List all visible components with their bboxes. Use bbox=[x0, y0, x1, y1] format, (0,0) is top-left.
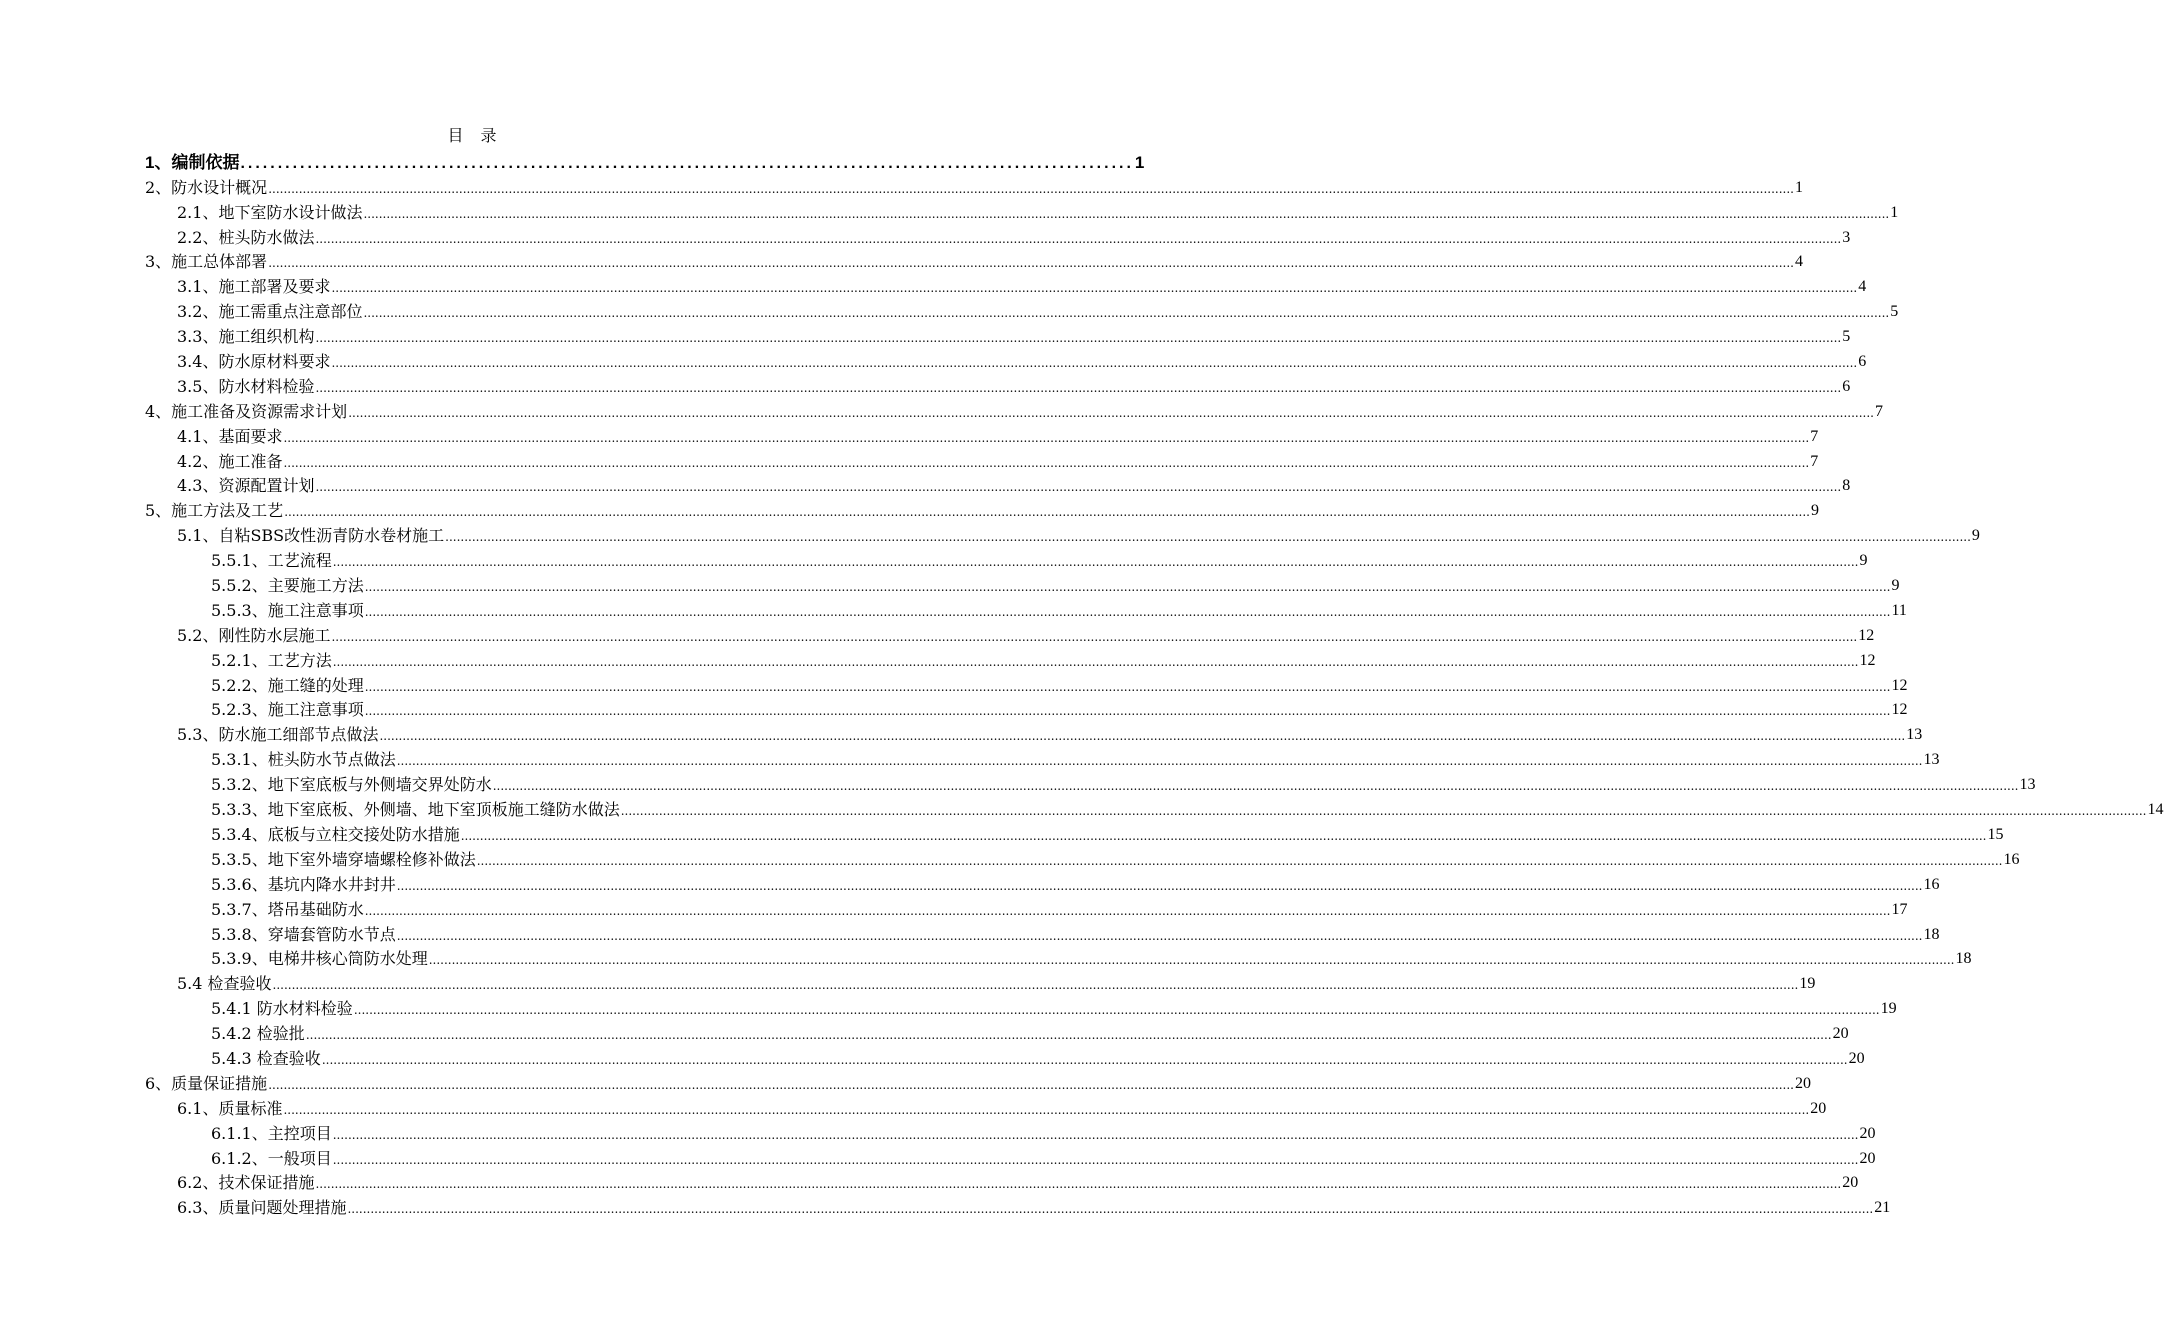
toc-page-number: 14 bbox=[2147, 801, 2164, 819]
toc-entry[interactable] bbox=[145, 671, 1908, 696]
toc-entry-title: 1、编制依据 bbox=[145, 152, 240, 172]
toc-entry[interactable] bbox=[145, 745, 1940, 770]
toc-entry-title: 5.3、防水施工细部节点做法 bbox=[177, 725, 379, 745]
toc-entry[interactable] bbox=[145, 870, 1940, 895]
toc-entry[interactable] bbox=[145, 795, 2164, 820]
toc-page-number: 13 bbox=[1923, 751, 1940, 769]
toc-entry[interactable] bbox=[145, 347, 1867, 372]
toc-entry-title: 2、防水设计概况 bbox=[145, 177, 268, 197]
toc-entry[interactable] bbox=[145, 770, 2036, 795]
toc-page-number: 17 bbox=[1891, 900, 1908, 918]
toc-dot-leader: ................................................................................................................................................................................................................................................................................................................................................................................................................ bbox=[364, 704, 1891, 719]
table-of-contents bbox=[145, 148, 2164, 1218]
toc-entry[interactable] bbox=[145, 621, 1875, 646]
toc-page-number: 8 bbox=[1842, 477, 1851, 495]
toc-entry-title: 5.3.1、桩头防水节点做法 bbox=[211, 750, 396, 770]
toc-entry-title: 5.3.3、地下室底板、外侧墙、地下室顶板施工缝防水做法 bbox=[211, 800, 620, 820]
toc-entry[interactable] bbox=[145, 148, 1145, 173]
toc-dot-leader: ................................................................................................................................................................................................................................................................................................................................................................................................................ bbox=[364, 903, 1891, 918]
toc-entry-title: 3.2、施工需重点注意部位 bbox=[177, 302, 363, 322]
toc-page-number: 5 bbox=[1890, 303, 1899, 321]
toc-entry-title: 4.3、资源配置计划 bbox=[177, 476, 315, 496]
toc-dot-leader: ................................................................................................................................................................................................................................................................................................................................................................................................................ bbox=[353, 1003, 1880, 1018]
toc-entry[interactable] bbox=[145, 322, 1851, 347]
toc-entry-title: 5.3.4、底板与立柱交接处防水措施 bbox=[211, 824, 460, 844]
toc-entry[interactable] bbox=[145, 521, 1980, 546]
toc-entry-title: 3.1、施工部署及要求 bbox=[177, 277, 331, 297]
toc-dot-leader: ................................................................................................................................................................................................................................................................................................................................................................................................................ bbox=[332, 654, 1859, 669]
toc-page-number: 7 bbox=[1874, 402, 1883, 420]
toc-page-number: 9 bbox=[1891, 577, 1900, 595]
toc-page-number: 18 bbox=[1923, 925, 1940, 943]
toc-entry[interactable] bbox=[145, 1144, 1876, 1169]
toc-dot-leader: ................................................................................................................................................................................................................................................................................................................................................................................................................ bbox=[620, 804, 2147, 819]
toc-page-number: 1 bbox=[1794, 178, 1803, 196]
toc-page-number: 4 bbox=[1794, 253, 1803, 271]
toc-page-number: 3 bbox=[1842, 228, 1851, 246]
toc-page-number: 19 bbox=[1799, 975, 1816, 993]
toc-dot-leader: ................................................................................................................................................................................................................................................................................................................................................................................................................ bbox=[283, 455, 1810, 470]
toc-entry-title: 5.4 检查验收 bbox=[177, 974, 272, 994]
toc-entry[interactable] bbox=[145, 272, 1867, 297]
toc-dot-leader: ........................................................................................................................ bbox=[240, 154, 1134, 172]
toc-entry-title: 5.3.5、地下室外墙穿墙螺栓修补做法 bbox=[211, 849, 476, 869]
toc-page-number: 15 bbox=[1987, 825, 2004, 843]
toc-entry-title: 5.2、刚性防水层施工 bbox=[177, 625, 331, 645]
toc-entry-title: 5.4.2 检验批 bbox=[211, 1024, 305, 1044]
toc-entry[interactable] bbox=[145, 845, 2020, 870]
toc-page-number: 19 bbox=[1880, 1000, 1897, 1018]
toc-page-number: 11 bbox=[1891, 601, 1907, 619]
toc-title: 目 录 bbox=[447, 126, 503, 145]
toc-page-number: 20 bbox=[1859, 1124, 1876, 1142]
toc-entry[interactable] bbox=[145, 820, 2004, 845]
toc-page-number: 20 bbox=[1832, 1025, 1849, 1043]
toc-page-number: 4 bbox=[1858, 278, 1867, 296]
toc-page-number: 7 bbox=[1810, 427, 1819, 445]
toc-dot-leader: ................................................................................................................................................................................................................................................................................................................................................................................................................ bbox=[476, 853, 2003, 868]
toc-entry[interactable] bbox=[145, 1119, 1876, 1144]
toc-dot-leader: ................................................................................................................................................................................................................................................................................................................................................................................................................ bbox=[428, 953, 1955, 968]
toc-entry-title: 3、施工总体部署 bbox=[145, 252, 268, 272]
toc-page-number: 12 bbox=[1858, 626, 1875, 644]
toc-page-number: 20 bbox=[1859, 1149, 1876, 1167]
toc-page-number: 12 bbox=[1891, 676, 1908, 694]
toc-entry-title: 5、施工方法及工艺 bbox=[145, 501, 284, 521]
toc-entry[interactable] bbox=[145, 1094, 1827, 1119]
toc-entry[interactable] bbox=[145, 571, 1900, 596]
toc-dot-leader: ................................................................................................................................................................................................................................................................................................................................................................................................................ bbox=[347, 1202, 1874, 1217]
toc-dot-leader: ................................................................................................................................................................................................................................................................................................................................................................................................................ bbox=[315, 480, 1842, 495]
toc-entry[interactable] bbox=[145, 397, 1883, 422]
toc-entry-title: 5.5.3、施工注意事项 bbox=[211, 600, 364, 620]
toc-dot-leader: ................................................................................................................................................................................................................................................................................................................................................................................................................ bbox=[315, 331, 1842, 346]
toc-entry-title: 3.5、防水材料检验 bbox=[177, 376, 315, 396]
toc-dot-leader: ................................................................................................................................................................................................................................................................................................................................................................................................................ bbox=[315, 1177, 1842, 1192]
toc-page-number: 9 bbox=[1859, 552, 1868, 570]
toc-page-number: 21 bbox=[1874, 1199, 1891, 1217]
toc-entry-title: 5.3.6、基坑内降水井封井 bbox=[211, 874, 396, 894]
toc-dot-leader: ................................................................................................................................................................................................................................................................................................................................................................................................................ bbox=[268, 181, 1794, 196]
toc-entry[interactable] bbox=[145, 173, 1803, 198]
toc-dot-leader: ................................................................................................................................................................................................................................................................................................................................................................................................................ bbox=[331, 281, 1858, 296]
toc-dot-leader: ................................................................................................................................................................................................................................................................................................................................................................................................................ bbox=[364, 604, 1891, 619]
toc-entry[interactable] bbox=[145, 720, 1923, 745]
toc-dot-leader: ................................................................................................................................................................................................................................................................................................................................................................................................................ bbox=[331, 356, 1858, 371]
toc-page-number: 12 bbox=[1859, 651, 1876, 669]
toc-dot-leader: ................................................................................................................................................................................................................................................................................................................................................................................................................ bbox=[315, 380, 1842, 395]
toc-entry[interactable] bbox=[145, 994, 1897, 1019]
toc-dot-leader: ................................................................................................................................................................................................................................................................................................................................................................................................................ bbox=[283, 1102, 1810, 1117]
toc-entry-title: 4.2、施工准备 bbox=[177, 451, 283, 471]
toc-entry[interactable] bbox=[145, 447, 1819, 472]
toc-page-number: 16 bbox=[1923, 875, 1940, 893]
toc-dot-leader: ................................................................................................................................................................................................................................................................................................................................................................................................................ bbox=[460, 828, 1987, 843]
toc-page-number: 7 bbox=[1810, 452, 1819, 470]
toc-entry[interactable] bbox=[145, 297, 1899, 322]
toc-entry-title: 5.5.1、工艺流程 bbox=[211, 551, 332, 571]
toc-entry[interactable] bbox=[145, 596, 1907, 621]
toc-page-number: 9 bbox=[1810, 502, 1819, 520]
toc-entry-title: 5.3.8、穿墙套管防水节点 bbox=[211, 924, 396, 944]
toc-entry[interactable] bbox=[145, 969, 1816, 994]
toc-dot-leader: ................................................................................................................................................................................................................................................................................................................................................................................................................ bbox=[379, 729, 1906, 744]
toc-entry-title: 4、施工准备及资源需求计划 bbox=[145, 401, 348, 421]
toc-entry-title: 5.1、自粘SBS改性沥青防水卷材施工 bbox=[177, 526, 445, 546]
toc-dot-leader: ................................................................................................................................................................................................................................................................................................................................................................................................................ bbox=[305, 1028, 1832, 1043]
toc-dot-leader: ................................................................................................................................................................................................................................................................................................................................................................................................................ bbox=[332, 1127, 1859, 1142]
toc-entry[interactable] bbox=[145, 646, 1876, 671]
toc-page-number: 5 bbox=[1842, 328, 1851, 346]
toc-entry-title: 6.1.1、主控项目 bbox=[211, 1123, 332, 1143]
toc-entry-title: 5.5.2、主要施工方法 bbox=[211, 576, 364, 596]
toc-dot-leader: ................................................................................................................................................................................................................................................................................................................................................................................................................ bbox=[272, 978, 1799, 993]
toc-dot-leader: ................................................................................................................................................................................................................................................................................................................................................................................................................ bbox=[492, 779, 2019, 794]
toc-entry-title: 2.2、桩头防水做法 bbox=[177, 227, 315, 247]
toc-dot-leader: ................................................................................................................................................................................................................................................................................................................................................................................................................ bbox=[268, 256, 1794, 271]
toc-page-number: 1 bbox=[1890, 203, 1899, 221]
toc-entry[interactable] bbox=[145, 198, 1899, 223]
toc-entry-title: 5.4.1 防水材料检验 bbox=[211, 999, 353, 1019]
toc-page-number: 20 bbox=[1810, 1099, 1827, 1117]
toc-page-number: 6 bbox=[1842, 377, 1851, 395]
toc-entry-title: 2.1、地下室防水设计做法 bbox=[177, 202, 363, 222]
toc-entry[interactable] bbox=[145, 696, 1908, 721]
toc-entry-title: 5.4.3 检查验收 bbox=[211, 1048, 321, 1068]
toc-entry-title: 5.3.9、电梯井核心筒防水处理 bbox=[211, 949, 428, 969]
toc-entry[interactable] bbox=[145, 472, 1851, 497]
toc-entry[interactable] bbox=[145, 223, 1851, 248]
toc-entry[interactable] bbox=[145, 372, 1851, 397]
toc-entry-title: 5.2.1、工艺方法 bbox=[211, 650, 332, 670]
toc-dot-leader: ................................................................................................................................................................................................................................................................................................................................................................................................................ bbox=[332, 1152, 1859, 1167]
toc-entry-title: 5.2.2、施工缝的处理 bbox=[211, 675, 364, 695]
toc-entry-title: 5.3.2、地下室底板与外侧墙交界处防水 bbox=[211, 775, 492, 795]
toc-dot-leader: ................................................................................................................................................................................................................................................................................................................................................................................................................ bbox=[396, 878, 1923, 893]
toc-dot-leader: ................................................................................................................................................................................................................................................................................................................................................................................................................ bbox=[331, 629, 1858, 644]
toc-entry-title: 5.2.3、施工注意事项 bbox=[211, 700, 364, 720]
toc-entry-title: 6、质量保证措施 bbox=[145, 1073, 268, 1093]
toc-dot-leader: ................................................................................................................................................................................................................................................................................................................................................................................................................ bbox=[396, 928, 1923, 943]
toc-dot-leader: ................................................................................................................................................................................................................................................................................................................................................................................................................ bbox=[363, 206, 1890, 221]
toc-entry[interactable] bbox=[145, 1193, 1891, 1218]
toc-dot-leader: ................................................................................................................................................................................................................................................................................................................................................................................................................ bbox=[284, 505, 1810, 520]
toc-dot-leader: ................................................................................................................................................................................................................................................................................................................................................................................................................ bbox=[268, 1077, 1794, 1092]
toc-entry[interactable] bbox=[145, 945, 1972, 970]
toc-entry[interactable] bbox=[145, 546, 1868, 571]
toc-entry[interactable] bbox=[145, 1044, 1865, 1069]
toc-dot-leader: ................................................................................................................................................................................................................................................................................................................................................................................................................ bbox=[321, 1052, 1848, 1067]
toc-page-number: 20 bbox=[1848, 1049, 1865, 1067]
toc-dot-leader: ................................................................................................................................................................................................................................................................................................................................................................................................................ bbox=[396, 754, 1923, 769]
toc-entry-title: 5.3.7、塔吊基础防水 bbox=[211, 899, 364, 919]
toc-entry-title: 6.3、质量问题处理措施 bbox=[177, 1198, 347, 1218]
toc-entry[interactable] bbox=[145, 895, 1908, 920]
toc-dot-leader: ................................................................................................................................................................................................................................................................................................................................................................................................................ bbox=[283, 430, 1810, 445]
toc-entry[interactable] bbox=[145, 248, 1803, 273]
toc-page-number: 12 bbox=[1891, 701, 1908, 719]
toc-entry-title: 4.1、基面要求 bbox=[177, 426, 283, 446]
toc-dot-leader: ................................................................................................................................................................................................................................................................................................................................................................................................................ bbox=[348, 405, 1874, 420]
toc-entry-title: 3.4、防水原材料要求 bbox=[177, 352, 331, 372]
toc-dot-leader: ................................................................................................................................................................................................................................................................................................................................................................................................................ bbox=[445, 530, 1971, 545]
toc-page-number: 9 bbox=[1971, 527, 1980, 545]
toc-dot-leader: ................................................................................................................................................................................................................................................................................................................................................................................................................ bbox=[363, 306, 1890, 321]
toc-entry-title: 3.3、施工组织机构 bbox=[177, 327, 315, 347]
toc-entry-title: 6.1、质量标准 bbox=[177, 1098, 283, 1118]
toc-entry[interactable] bbox=[145, 920, 1940, 945]
toc-page-number: 20 bbox=[1794, 1074, 1811, 1092]
toc-entry[interactable] bbox=[145, 496, 1819, 521]
toc-page-number: 18 bbox=[1955, 950, 1972, 968]
toc-entry[interactable] bbox=[145, 1169, 1859, 1194]
toc-dot-leader: ................................................................................................................................................................................................................................................................................................................................................................................................................ bbox=[364, 580, 1891, 595]
toc-page-number: 16 bbox=[2003, 850, 2020, 868]
toc-entry-title: 6.2、技术保证措施 bbox=[177, 1173, 315, 1193]
toc-entry[interactable] bbox=[145, 1069, 1811, 1094]
toc-page-number: 13 bbox=[2019, 776, 2036, 794]
toc-page-number: 1 bbox=[1134, 152, 1145, 172]
toc-entry-title: 6.1.2、一般项目 bbox=[211, 1148, 332, 1168]
toc-page-number: 6 bbox=[1858, 353, 1867, 371]
toc-entry[interactable] bbox=[145, 422, 1819, 447]
toc-dot-leader: ................................................................................................................................................................................................................................................................................................................................................................................................................ bbox=[332, 555, 1859, 570]
toc-dot-leader: ................................................................................................................................................................................................................................................................................................................................................................................................................ bbox=[364, 679, 1891, 694]
toc-entry[interactable] bbox=[145, 1019, 1849, 1044]
toc-dot-leader: ................................................................................................................................................................................................................................................................................................................................................................................................................ bbox=[315, 231, 1842, 246]
toc-page-number: 20 bbox=[1842, 1174, 1859, 1192]
toc-page-number: 13 bbox=[1906, 726, 1923, 744]
